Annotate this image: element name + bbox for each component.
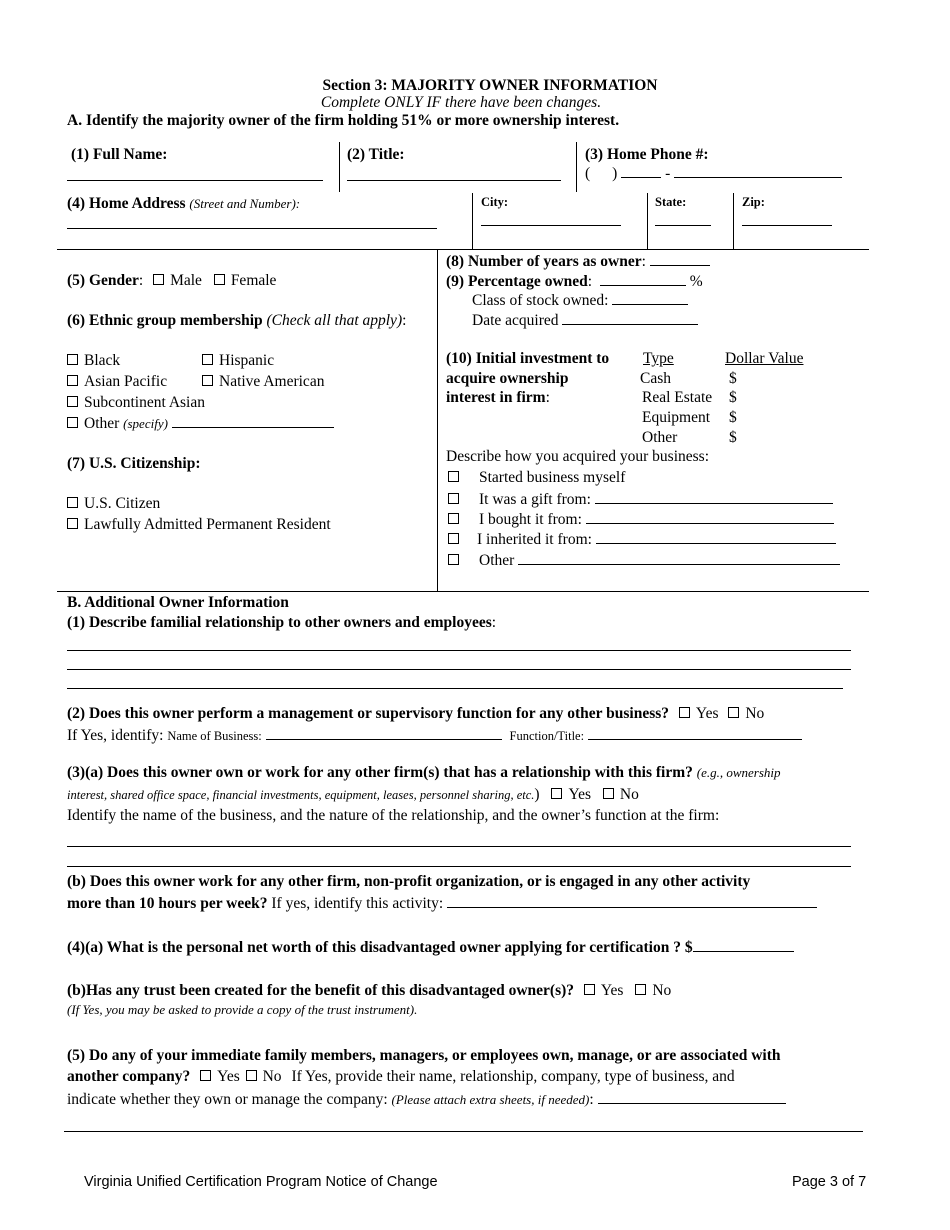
investment-label-2: acquire ownership xyxy=(446,370,569,387)
male-checkbox[interactable] xyxy=(153,274,164,285)
started-business-checkbox[interactable] xyxy=(448,471,459,482)
native-american-checkbox[interactable] xyxy=(202,375,213,386)
percentage-field[interactable] xyxy=(600,272,686,286)
acq-bought: I bought it from: xyxy=(448,510,834,529)
net-worth-field[interactable] xyxy=(693,938,794,952)
divider xyxy=(576,142,577,192)
other-ethnic-field[interactable] xyxy=(172,414,334,428)
ethnic-asian-pacific: Asian Pacific xyxy=(67,373,167,391)
home-address-label: (4) Home Address (Street and Number): xyxy=(67,195,301,212)
divider xyxy=(339,142,340,192)
q2-yes-checkbox[interactable] xyxy=(679,707,690,718)
part-b-heading: B. Additional Owner Information xyxy=(67,594,289,611)
us-citizen-option: U.S. Citizen xyxy=(67,495,160,513)
date-acquired-field[interactable] xyxy=(562,311,698,325)
divider xyxy=(472,193,473,249)
q1-label: (1) Describe familial relationship to other owners and employees: xyxy=(67,614,497,631)
q5-answer-field[interactable] xyxy=(598,1090,786,1104)
phone-prefix-field[interactable] xyxy=(621,164,661,178)
home-address-field[interactable] xyxy=(67,228,437,229)
title-field[interactable] xyxy=(347,180,561,181)
q2-no-checkbox[interactable] xyxy=(728,707,739,718)
inherited-checkbox[interactable] xyxy=(448,533,459,544)
black-checkbox[interactable] xyxy=(67,354,78,365)
acq-gift: It was a gift from: xyxy=(448,490,833,509)
permanent-resident-checkbox[interactable] xyxy=(67,518,78,529)
q4b-note: (If Yes, you may be asked to provide a copy of the trust instrument). xyxy=(67,1002,418,1017)
zip-label: Zip: xyxy=(742,195,765,209)
city-field[interactable] xyxy=(481,225,621,226)
divider xyxy=(647,193,648,249)
q3a-row-1: (3)(a) Does this owner own or work for any other firm(s) that has a relationship with this firm? (e.g., ownership xyxy=(67,764,781,781)
footer-rule xyxy=(64,1131,863,1132)
type-other: Other xyxy=(642,429,678,446)
q3a-row-2: interest, shared office space, financial investments, equipment, leases, personnel sharing, etc.) Yes No xyxy=(67,786,639,803)
zip-field[interactable] xyxy=(742,225,832,226)
other-acquisition-field[interactable] xyxy=(518,551,840,565)
q5-row-1: (5) Do any of your immediate family members, managers, or employees own, manage, or are associated with xyxy=(67,1047,781,1064)
section-title: Section 3: MAJORITY OWNER INFORMATION xyxy=(322,77,658,94)
q3a-answer-line[interactable] xyxy=(67,866,851,867)
bought-checkbox[interactable] xyxy=(448,513,459,524)
investment-label-1: (10) Initial investment to xyxy=(446,350,610,367)
q3b-row-2: more than 10 hours per week? If yes, identify this activity: xyxy=(67,894,817,913)
date-acquired: Date acquired xyxy=(472,311,698,330)
q1-answer-line[interactable] xyxy=(67,688,843,689)
q4b-yes-checkbox[interactable] xyxy=(584,984,595,995)
female-checkbox[interactable] xyxy=(214,274,225,285)
q4b-no-checkbox[interactable] xyxy=(635,984,646,995)
row-separator xyxy=(57,249,869,250)
q2-function-field[interactable] xyxy=(588,726,802,740)
footer-program-name: Virginia Unified Certification Program Notice of Change xyxy=(84,1174,438,1190)
ethnic-other: Other (specify) xyxy=(67,414,334,433)
hispanic-checkbox[interactable] xyxy=(202,354,213,365)
citizenship-label: (7) U.S. Citizenship: xyxy=(67,455,201,472)
male-label: Male xyxy=(170,272,202,289)
full-name-field[interactable] xyxy=(67,180,323,181)
gender-row: (5) Gender: Male Female xyxy=(67,272,277,289)
bought-from-field[interactable] xyxy=(586,510,834,524)
equipment-value[interactable]: $ xyxy=(729,409,737,426)
phone-close-paren: ) xyxy=(612,165,618,182)
title-label: (2) Title: xyxy=(347,146,405,163)
q3b-activity-field[interactable] xyxy=(447,894,817,908)
section-subtitle: Complete ONLY IF there have been changes. xyxy=(320,94,602,111)
investment-label-3: interest in firm: xyxy=(446,389,550,406)
acq-inherited: I inherited it from: xyxy=(448,530,836,549)
other-value[interactable]: $ xyxy=(729,429,737,446)
home-phone-field[interactable] xyxy=(585,164,842,183)
q5-row-3: indicate whether they own or manage the company: (Please attach extra sheets, if needed): xyxy=(67,1090,786,1109)
percentage-owned: (9) Percentage owned: % xyxy=(446,273,703,290)
q2-business-field[interactable] xyxy=(266,726,502,740)
q3a-yes-checkbox[interactable] xyxy=(551,788,562,799)
state-field[interactable] xyxy=(655,225,711,226)
ethnic-hispanic: Hispanic xyxy=(202,352,274,370)
phone-open-paren: ( xyxy=(585,165,591,182)
ethnic-native-american: Native American xyxy=(202,373,324,391)
acq-other: Other xyxy=(448,551,840,570)
q5-no-checkbox[interactable] xyxy=(246,1070,257,1081)
years-field[interactable] xyxy=(650,252,710,266)
type-column-header: Type xyxy=(643,350,674,367)
q1-answer-line[interactable] xyxy=(67,669,851,670)
divider xyxy=(733,193,734,249)
permanent-resident-option: Lawfully Admitted Permanent Resident xyxy=(67,516,331,534)
part-a-heading: A. Identify the majority owner of the firm holding 51% or more ownership interest. xyxy=(67,112,620,129)
ethnic-subcontinent: Subcontinent Asian xyxy=(67,394,205,412)
q4b-row: (b)Has any trust been created for the benefit of this disadvantaged owner(s)? Yes No xyxy=(67,982,672,999)
q3b-row-1: (b) Does this owner work for any other firm, non-profit organization, or is engaged in any other activity xyxy=(67,873,751,890)
q3a-answer-line[interactable] xyxy=(67,846,851,847)
q1-answer-line[interactable] xyxy=(67,650,851,651)
gift-from-field[interactable] xyxy=(595,490,833,504)
ethnic-black: Black xyxy=(67,352,120,370)
footer-page-number: Page 3 of 7 xyxy=(792,1174,867,1190)
type-cash: Cash xyxy=(640,370,671,387)
state-label: State: xyxy=(655,195,687,209)
q2-identify-row: If Yes, identify: Name of Business: Function/Title: xyxy=(67,726,802,745)
column-divider xyxy=(437,249,438,591)
female-label: Female xyxy=(230,272,277,289)
q5-yes-checkbox[interactable] xyxy=(200,1070,211,1081)
gift-checkbox[interactable] xyxy=(448,493,459,504)
full-name-label: (1) Full Name: xyxy=(71,146,168,163)
q3a-identify: Identify the name of the business, and the nature of the relationship, and the owner’s function at the firm: xyxy=(67,807,720,824)
stock-class: Class of stock owned: xyxy=(472,291,688,310)
inherited-from-field[interactable] xyxy=(596,530,836,544)
real-estate-value[interactable]: $ xyxy=(729,389,737,406)
dollar-value-column-header: Dollar Value xyxy=(725,350,804,367)
q4a-row: (4)(a) What is the personal net worth of this disadvantaged owner applying for certification ? $ xyxy=(67,938,794,957)
q2-row: (2) Does this owner perform a management or supervisory function for any other business? Yes No xyxy=(67,705,765,722)
home-phone-label: (3) Home Phone #: xyxy=(585,146,709,163)
years-as-owner: (8) Number of years as owner: xyxy=(446,252,710,271)
other-acquisition-checkbox[interactable] xyxy=(448,554,459,565)
type-real-estate: Real Estate xyxy=(642,389,713,406)
describe-acquisition: Describe how you acquired your business: xyxy=(446,448,710,465)
q3a-no-checkbox[interactable] xyxy=(603,788,614,799)
subcontinent-asian-checkbox[interactable] xyxy=(67,396,78,407)
acq-started: Started business myself xyxy=(448,469,625,487)
phone-dash: - xyxy=(665,165,671,182)
other-ethnic-checkbox[interactable] xyxy=(67,417,78,428)
type-equipment: Equipment xyxy=(642,409,711,426)
ethnic-group-label: (6) Ethnic group membership (Check all that apply): xyxy=(67,312,407,329)
city-label: City: xyxy=(481,195,509,209)
q5-row-2: another company? Yes No If Yes, provide their name, relationship, company, type of business, and xyxy=(67,1068,735,1085)
us-citizen-checkbox[interactable] xyxy=(67,497,78,508)
row-separator xyxy=(57,591,869,592)
stock-class-field[interactable] xyxy=(612,291,688,305)
cash-value[interactable]: $ xyxy=(729,370,737,387)
phone-number-field[interactable] xyxy=(674,164,842,178)
asian-pacific-checkbox[interactable] xyxy=(67,375,78,386)
